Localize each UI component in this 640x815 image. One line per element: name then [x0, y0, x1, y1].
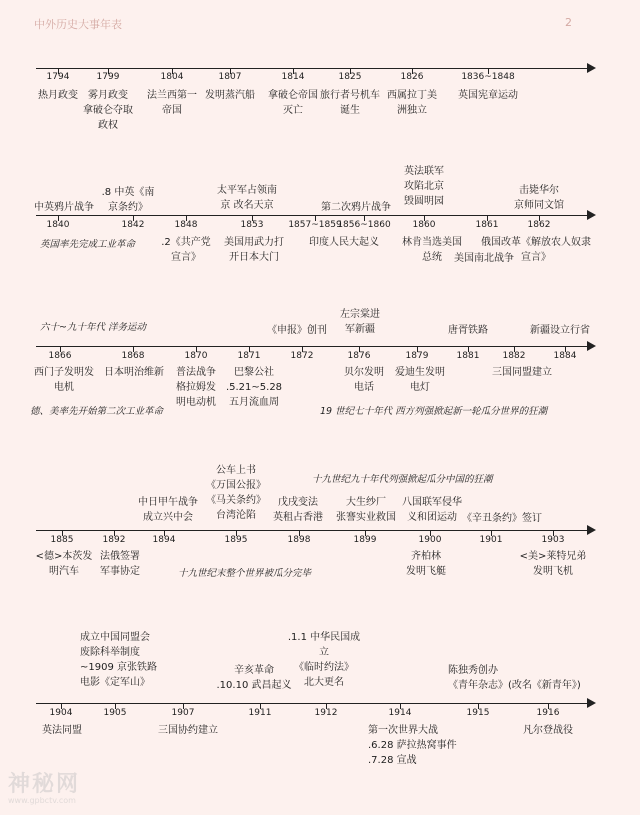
year-label: 1804 [160, 72, 184, 82]
year-label: 1879 [405, 351, 429, 361]
timeline-axis [36, 215, 590, 216]
year-label: 1872 [290, 351, 314, 361]
year-label: 1799 [96, 72, 120, 82]
year-label: 1894 [152, 535, 176, 545]
year-label: 1866 [48, 351, 72, 361]
event-label: .1.1 中华民国成 立 《临时约法》 北大更名 [287, 632, 361, 688]
event-label: 日本明治维新 [104, 367, 164, 378]
timeline-row-1 [0, 0, 640, 150]
arrow-icon [587, 63, 596, 73]
year-label: 1904 [49, 708, 73, 718]
event-label: 大生纱厂 张謇实业救国 [336, 497, 396, 523]
event-label: 爱迪生发明 电灯 [395, 367, 445, 393]
event-label: 英国宪章运动 [458, 90, 518, 101]
year-label: 1892 [102, 535, 126, 545]
year-label: 1842 [121, 220, 145, 230]
event-label: 印度人民大起义 [309, 237, 379, 248]
arrow-icon [587, 698, 596, 708]
arrow-icon [587, 341, 596, 351]
event-label: 法兰西第一 帝国 [147, 90, 197, 116]
timeline-row-3 [0, 305, 640, 455]
event-label: 凡尔登战役 [523, 725, 573, 736]
year-label: 1836~1848 [461, 72, 515, 82]
year-label: 1848 [174, 220, 198, 230]
year-label: 1882 [502, 351, 526, 361]
year-label: 1861 [475, 220, 499, 230]
event-label: 三国同盟建立 [492, 367, 552, 378]
year-label: 1903 [541, 535, 565, 545]
event-label: 陈独秀创办 《青年杂志》(改名《新青年》) [448, 665, 581, 691]
event-label: 美国南北战争 [454, 253, 514, 264]
year-label: 1911 [248, 708, 272, 718]
event-label: 西属拉丁美 洲独立 [387, 90, 437, 116]
timeline-axis [36, 346, 590, 347]
event-label: 第二次鸦片战争 [321, 202, 391, 213]
event-label: 英法联军 攻陷北京 毁圆明园 [404, 166, 444, 207]
event-label: 戊戌变法 英租占香港 [273, 497, 323, 523]
event-label: 拿破仑帝国 灭亡 [268, 90, 318, 116]
event-label: 中日甲午战争 成立兴中会 [138, 497, 198, 523]
year-label: 1916 [536, 708, 560, 718]
year-label: 1884 [553, 351, 577, 361]
year-label: 1856~1860 [337, 220, 391, 230]
year-label: 1895 [224, 535, 248, 545]
year-label: 1826 [400, 72, 424, 82]
timeline-axis [36, 530, 590, 531]
event-label: 英法同盟 [42, 725, 82, 736]
timeline-row-2 [0, 155, 640, 305]
year-label: 1868 [121, 351, 145, 361]
watermark-text: 神秘网 [8, 772, 81, 797]
event-label: 公车上书 《万国公报》 《马关条约》 台湾沦陷 [206, 465, 266, 521]
period-note: 19 世纪七十年代 西方列强掀起新一轮瓜分世界的狂潮 [320, 406, 548, 417]
event-label: 雾月政变 拿破仑夺取 政权 [83, 90, 133, 131]
arrow-icon [587, 525, 596, 535]
event-label: 《申报》创刊 [267, 325, 327, 336]
event-label: <德>本茨发 明汽车 [35, 551, 93, 577]
event-label: 第一次世界大战 .6.28 萨拉热窝事件 .7.28 宣战 [368, 725, 457, 766]
year-label: 1825 [338, 72, 362, 82]
year-label: 1876 [347, 351, 371, 361]
timeline-row-5 [0, 625, 640, 775]
year-label: 1860 [412, 220, 436, 230]
page-number: 2 [565, 16, 572, 29]
event-label: 太平军占领南 京 改名天京 [217, 185, 277, 211]
header-title: 中外历史大事年表 [34, 18, 122, 31]
event-label: 八国联军侵华 义和团运动 [402, 497, 462, 523]
year-label: 1898 [287, 535, 311, 545]
year-label: 1885 [50, 535, 74, 545]
year-label: 1915 [466, 708, 490, 718]
event-label: 法俄签署 军事协定 [100, 551, 140, 577]
year-label: 1857~1859 [288, 220, 342, 230]
year-label: 1914 [388, 708, 412, 718]
event-label: 发明蒸汽船 [205, 90, 255, 101]
watermark-logo [8, 767, 80, 805]
period-note: 六十~九十年代 洋务运动 [40, 322, 146, 333]
event-label: 巴黎公社 .5.21~5.28 五月流血周 [225, 367, 283, 408]
event-label: 美国用武力打 开日本大门 [224, 237, 284, 263]
event-label: .8 中英《南 京条约》 [101, 187, 155, 213]
period-note: 十九世纪末整个世界被瓜分完毕 [178, 568, 312, 579]
event-label: 三国协约建立 [158, 725, 218, 736]
year-label: 1912 [314, 708, 338, 718]
event-label: 中英鸦片战争 [34, 202, 94, 213]
event-label: 旅行者号机车 诞生 [320, 90, 380, 116]
year-label: 1871 [237, 351, 261, 361]
event-label: 新疆设立行省 [530, 325, 590, 336]
event-label: 左宗棠进 军新疆 [340, 309, 380, 335]
event-label: 西门子发明发 电机 [34, 367, 94, 393]
event-label: 贝尔发明 电话 [344, 367, 384, 393]
year-label: 1794 [46, 72, 70, 82]
event-label: 俄国改革《解放农人奴隶 宣言》 [481, 237, 591, 263]
year-label: 1840 [46, 220, 70, 230]
year-label: 1901 [479, 535, 503, 545]
event-label: .2《共产党 宣言》 [161, 237, 211, 263]
period-note: 英国率先完成工业革命 [40, 239, 136, 250]
timeline-axis [36, 703, 590, 704]
period-note: 德、美率先开始第二次工业革命 [30, 406, 164, 417]
event-label: 林肯当选美国 总统 [402, 237, 462, 263]
event-label: 唐胥铁路 [448, 325, 488, 336]
event-label: 齐柏林 发明飞艇 [406, 551, 446, 577]
timeline-row-4 [0, 455, 640, 605]
event-label: 普法战争 格拉姆发 明电动机 [176, 367, 216, 408]
watermark-url: www.gpbctv.com [8, 796, 76, 805]
event-label: 热月政变 [38, 90, 78, 101]
event-label: 《辛丑条约》签订 [462, 513, 542, 524]
event-label: 成立中国同盟会 废除科举制度 ~1909 京张铁路 电影《定军山》 [80, 632, 158, 688]
event-label: 击毙华尔 京师同文馆 [514, 185, 564, 211]
year-label: 1900 [418, 535, 442, 545]
year-label: 1814 [281, 72, 305, 82]
year-label: 1907 [171, 708, 195, 718]
year-label: 1905 [103, 708, 127, 718]
period-note: 十九世纪九十年代列强掀起瓜分中国的狂潮 [312, 474, 493, 485]
timeline-axis [36, 68, 590, 69]
year-label: 1899 [353, 535, 377, 545]
event-label: <美>莱特兄弟 发明飞机 [519, 551, 587, 577]
event-label: 辛亥革命 .10.10 武昌起义 [216, 665, 292, 691]
year-label: 1870 [184, 351, 208, 361]
year-label: 1853 [240, 220, 264, 230]
year-label: 1807 [218, 72, 242, 82]
year-label: 1862 [527, 220, 551, 230]
arrow-icon [587, 210, 596, 220]
year-label: 1881 [456, 351, 480, 361]
